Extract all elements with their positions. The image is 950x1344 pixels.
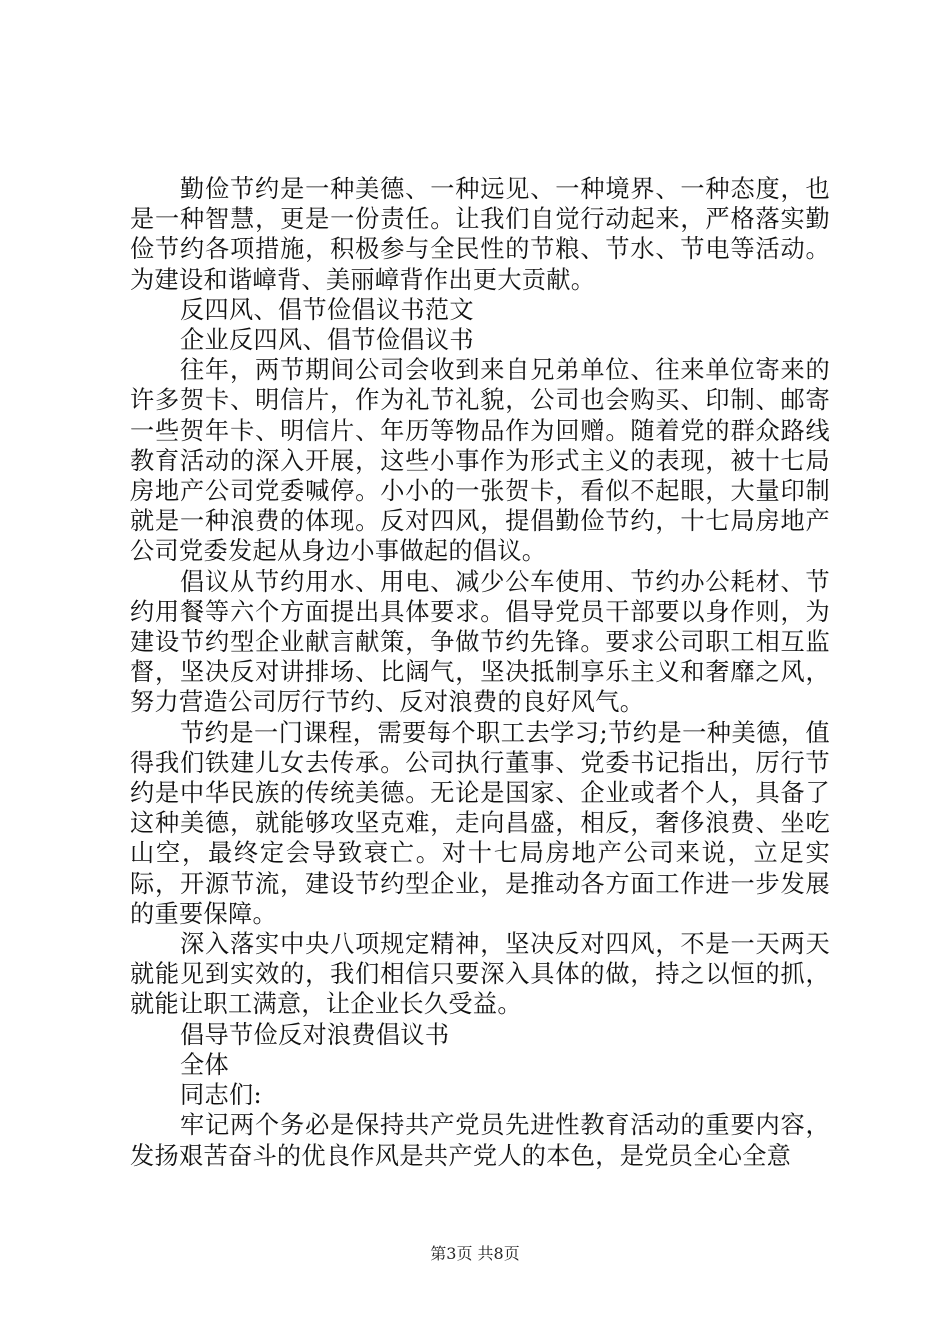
salutation-comrades: 同志们: [180,1081,262,1110]
heading-oppose-waste: 倡导节俭反对浪费倡议书 [180,1020,450,1049]
salutation-all: 全体 [180,1050,229,1079]
paragraph-proposal-requirements: 倡议从节约用水、用电、减少公车使用、节约办公耗材、节约用餐等六个方面提出具体要求。倡导党员干部要以身作则，为建设节约型企业献言献策，争做节约先锋。要求公司职工相互监督，坚决反对讲排场、比阔气，坚决抵制享乐主义和奢靡之风，努力营造公司厉行节约、反对浪费的良好风气。 [130,567,830,717]
document-body [130,174,830,1171]
page-footer [0,1244,950,1264]
heading-enterprise-proposal: 企业反四风、倡节俭倡议书 [180,326,474,355]
heading-sample-title: 反四风、倡节俭倡议书范文 [180,295,474,324]
paragraph-saving-course: 节约是一门课程，需要每个职工去学习;节约是一种美德，值得我们铁建儿女去传承。公司执行董事、党委书记指出，厉行节约是中华民族的传统美德。无论是国家、企业或者个人，具备了这种美德，就能够攻坚克难，走向昌盛，相反，奢侈浪费、坐吃山空，最终定会导致衰亡。对十七局房地产公司来说，立足实际，开源节流，建设节约型企业，是推动各方面工作进一步发展的重要保障。 [130,718,830,928]
page-number-indicator: 第3页 共8页 [430,1244,520,1263]
paragraph-eight-rules: 深入落实中央八项规定精神，坚决反对四风，不是一天两天就能见到实效的，我们相信只要深入具体的做，持之以恒的抓，就能让职工满意，让企业长久受益。 [130,930,830,1019]
paragraph-greeting-cards: 往年，两节期间公司会收到来自兄弟单位、往来单位寄来的许多贺卡、明信片，作为礼节礼貌，公司也会购买、印制、邮寄一些贺年卡、明信片、年历等物品作为回赠。随着党的群众路线教育活动的深入开展，这些小事作为形式主义的表现，被十七局房地产公司党委喊停。小小的一张贺卡，看似不起眼，大量印制就是一种浪费的体现。反对四风，提倡勤俭节约，十七局房地产公司党委发起从身边小事做起的倡议。 [130,356,830,566]
paragraph-frugality-virtue: 勤俭节约是一种美德、一种远见、一种境界、一种态度，也是一种智慧，更是一份责任。让我们自觉行动起来，严格落实勤俭节约各项措施，积极参与全民性的节粮、节水、节电等活动。为建设和谐嶂背、美丽嶂背作出更大贡献。 [130,175,830,294]
paragraph-two-musts: 牢记两个务必是保持共产党员先进性教育活动的重要内容，发扬艰苦奋斗的优良作风是共产党人的本色，是党员全心全意 [130,1111,830,1170]
